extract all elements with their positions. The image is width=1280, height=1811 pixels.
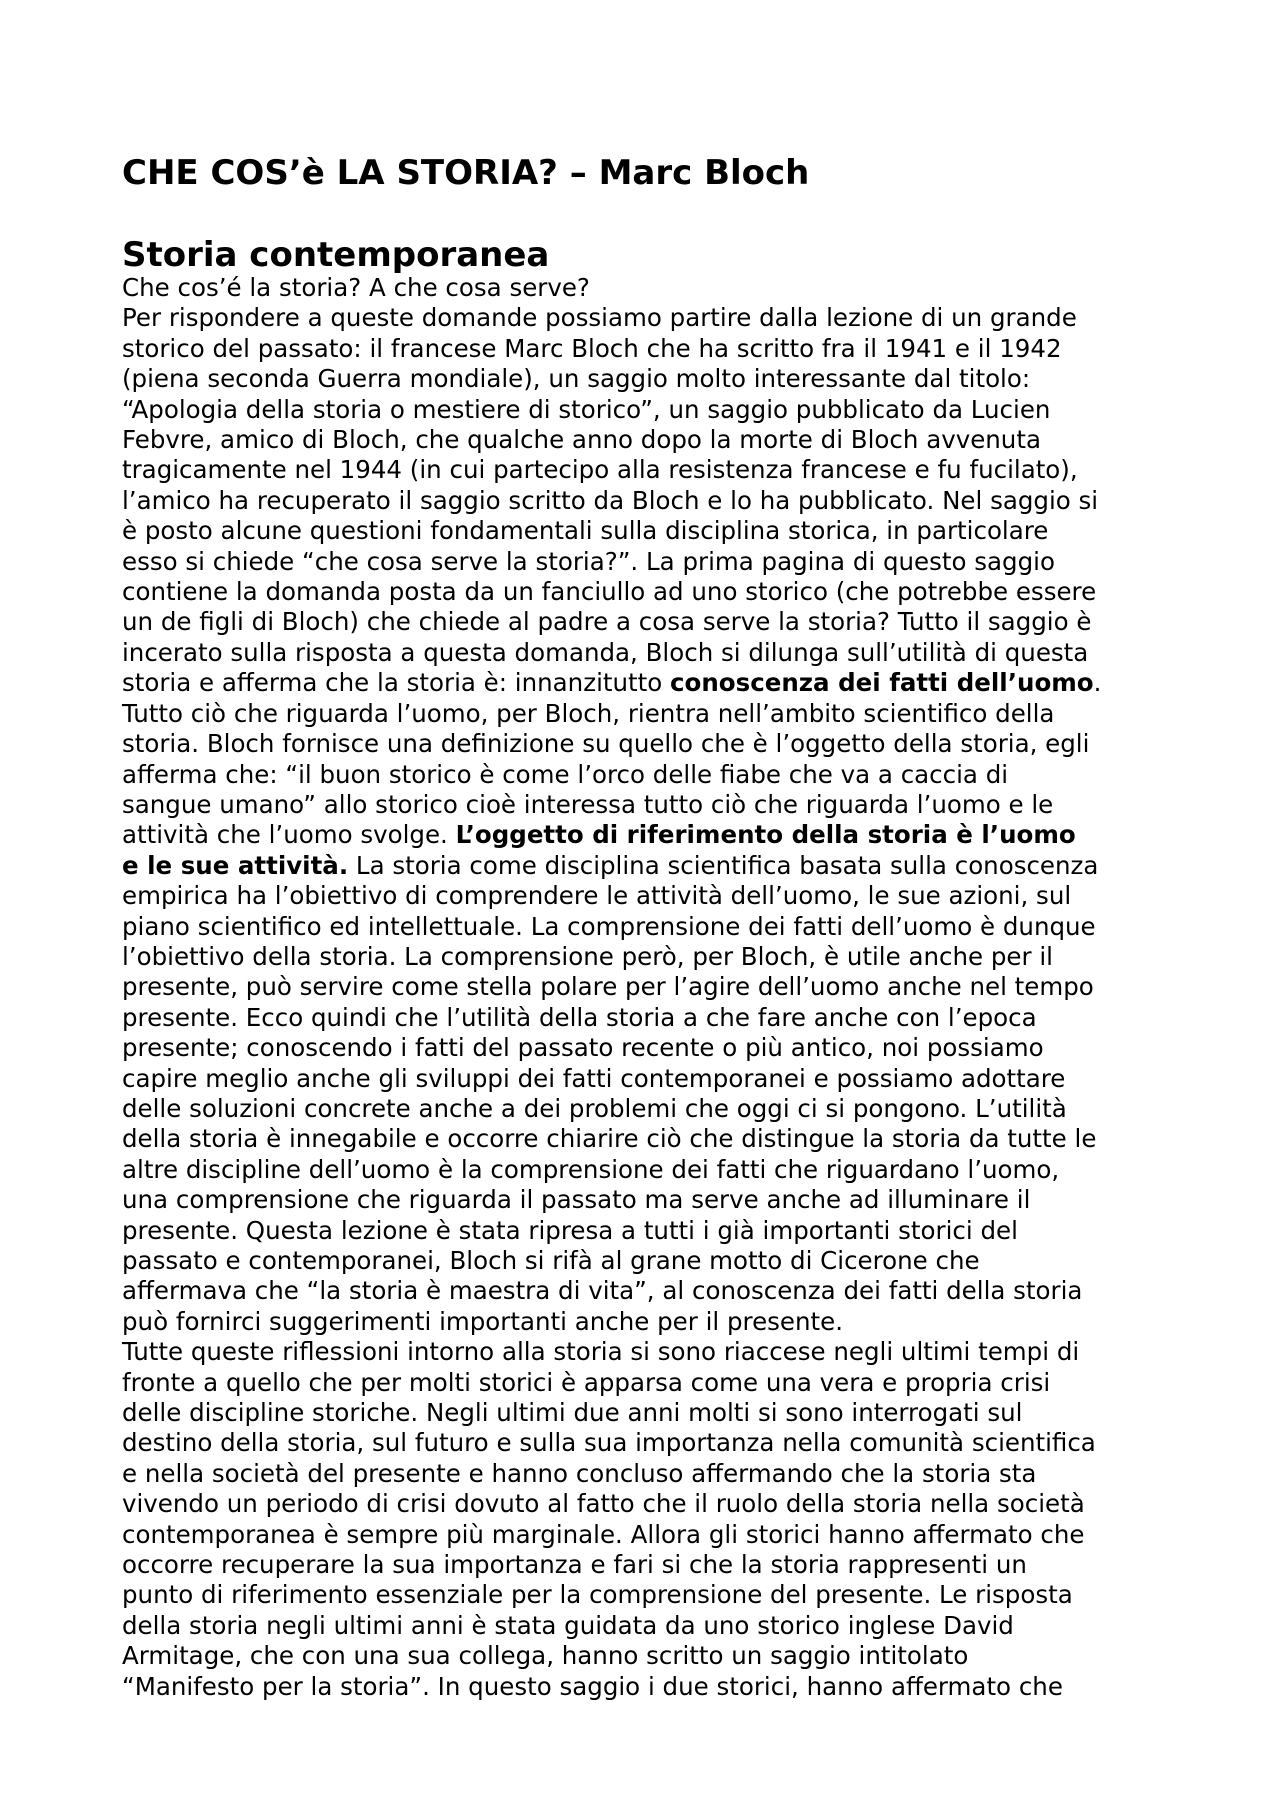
text-line <box>122 516 1182 546</box>
text-segment: contemporanea è sempre più marginale. Allora gli storici hanno affermato che <box>122 1519 1085 1549</box>
text-segment: una comprensione che riguarda il passato ma serve anche ad illuminare il <box>122 1185 1031 1215</box>
text-segment: tragicamente nel 1944 (in cui partecipo alla resistenza francese e fu fucilato), <box>122 455 1078 485</box>
text-segment: Per rispondere a queste domande possiamo partire dalla lezione di un grande <box>122 303 1077 333</box>
text-segment: Armitage, che con una sua collega, hanno scritto un saggio intitolato <box>122 1641 969 1671</box>
text-line <box>122 1276 1182 1306</box>
text-line <box>122 1641 1182 1671</box>
text-segment: (piena seconda Guerra mondiale), un saggio molto interessante dal titolo: <box>122 364 1031 394</box>
text-line <box>122 699 1182 729</box>
text-segment: capire meglio anche gli sviluppi dei fatti contemporanei e possiamo adottare <box>122 1063 1066 1093</box>
text-line <box>122 1459 1182 1489</box>
text-line <box>122 851 1182 881</box>
text-line <box>122 1033 1182 1063</box>
section-title: Storia contemporanea <box>122 235 550 275</box>
text-line <box>122 1064 1182 1094</box>
text-line <box>122 364 1182 394</box>
bold-text: L’oggetto di riferimento della storia è l’uomo <box>455 820 1076 850</box>
text-segment: altre discipline dell’uomo è la comprensione dei fatti che riguardano l’uomo, <box>122 1154 1060 1184</box>
text-segment: attività che l’uomo svolge. <box>122 820 456 850</box>
text-segment: presente; conoscendo i fatti del passato recente o più antico, noi possiamo <box>122 1033 1044 1063</box>
text-line <box>122 303 1182 333</box>
text-line <box>122 577 1182 607</box>
text-segment: incerato sulla risposta a questa domanda, Bloch si dilunga sull’utilità di questa <box>122 637 1089 667</box>
text-line <box>122 334 1182 364</box>
bold-text: e le sue attività. <box>122 850 349 880</box>
text-line <box>122 1368 1182 1398</box>
text-line <box>122 1337 1182 1367</box>
document-title: CHE COS’è LA STORIA? – Marc Bloch <box>122 153 810 193</box>
text-line <box>122 455 1182 485</box>
text-segment: presente, può servire come stella polare per l’agire dell’uomo anche nel tempo <box>122 972 1094 1002</box>
text-segment: afferma che: “il buon storico è come l’orco delle fiabe che va a caccia di <box>122 759 1009 789</box>
text-line <box>122 607 1182 637</box>
body-text <box>122 273 1182 1702</box>
text-line <box>122 1550 1182 1580</box>
text-segment: storia e afferma che la storia è: innanzitutto <box>122 668 670 698</box>
text-segment: destino della storia, sul futuro e sulla sua importanza nella comunità scientifica <box>122 1428 1096 1458</box>
text-segment: “Manifesto per la storia”. In questo saggio i due storici, hanno affermato che <box>122 1671 1063 1701</box>
text-segment: Che cos’é la storia? A che cosa serve? <box>122 273 590 302</box>
text-line <box>122 547 1182 577</box>
text-segment: storia. Bloch fornisce una definizione su quello che è l’oggetto della storia, egli <box>122 729 1090 759</box>
text-line <box>122 486 1182 516</box>
bold-text: conoscenza dei fatti dell’uomo <box>670 668 1094 698</box>
text-line <box>122 425 1182 455</box>
text-line <box>122 395 1182 425</box>
text-line <box>122 668 1182 698</box>
text-segment: piano scientifico ed intellettuale. La comprensione dei fatti dell’uomo è dunque <box>122 911 1096 941</box>
text-line <box>122 1185 1182 1215</box>
text-segment: storico del passato: il francese Marc Bloch che ha scritto fra il 1941 e il 1942 <box>122 333 1062 363</box>
text-segment: sangue umano” allo storico cioè interessa tutto ciò che riguarda l’uomo e le <box>122 789 1054 819</box>
text-segment: l’amico ha recuperato il saggio scritto da Bloch e lo ha pubblicato. Nel saggio si <box>122 485 1099 515</box>
text-segment: . <box>1093 668 1102 698</box>
text-segment: delle discipline storiche. Negli ultimi due anni molti si sono interrogati sul <box>122 1398 1023 1428</box>
text-line <box>122 1216 1182 1246</box>
text-segment: delle soluzioni concrete anche a dei problemi che oggi ci si pongono. L’utilità <box>122 1093 1067 1123</box>
text-line <box>122 1489 1182 1519</box>
text-segment: Tutto ciò che riguarda l’uomo, per Bloch, rientra nell’ambito scientifico della <box>122 698 1055 728</box>
text-segment: e nella società del presente e hanno concluso affermando che la storia sta <box>122 1458 1037 1488</box>
text-segment: affermava che “la storia è maestra di vita”, al conoscenza dei fatti della storia <box>122 1276 1083 1306</box>
text-line <box>122 638 1182 668</box>
text-line <box>122 1155 1182 1185</box>
text-line <box>122 1428 1182 1458</box>
text-line <box>122 273 1182 303</box>
text-line <box>122 1672 1182 1702</box>
text-segment: può fornirci suggerimenti importanti anche per il presente. <box>122 1306 843 1336</box>
text-segment: esso si chiede “che cosa serve la storia?”. La prima pagina di questo saggio <box>122 546 1055 576</box>
text-segment: passato e contemporanei, Bloch si rifà al grane motto di Cicerone che <box>122 1246 980 1275</box>
text-line <box>122 760 1182 790</box>
text-line <box>122 1246 1182 1276</box>
text-segment: presente. Ecco quindi che l’utilità della storia a che fare anche con l’epoca <box>122 1002 1037 1032</box>
text-segment: contiene la domanda posta da un fanciullo ad uno storico (che potrebbe essere <box>122 577 1097 607</box>
text-line <box>122 1094 1182 1124</box>
text-segment: “Apologia della storia o mestiere di storico”, un saggio pubblicato da Lucien <box>122 394 1051 424</box>
text-segment: vivendo un periodo di crisi dovuto al fatto che il ruolo della storia nella società <box>122 1489 1085 1519</box>
text-line <box>122 1580 1182 1610</box>
text-segment: empirica ha l’obiettivo di comprendere le attività dell’uomo, le sue azioni, sul <box>122 881 1072 911</box>
text-segment: fronte a quello che per molti storici è apparsa come una vera e propria crisi <box>122 1367 1051 1397</box>
text-segment: è posto alcune questioni fondamentali sulla disciplina storica, in particolare <box>122 516 1049 546</box>
text-segment: Tutte queste riflessioni intorno alla storia si sono riaccese negli ultimi tempi di <box>122 1337 1080 1367</box>
text-line <box>122 790 1182 820</box>
text-segment: La storia come disciplina scientifica basata sulla conoscenza <box>348 850 1099 880</box>
text-line <box>122 972 1182 1002</box>
text-segment: occorre recuperare la sua importanza e fari si che la storia rappresenti un <box>122 1550 1027 1580</box>
text-line <box>122 1124 1182 1154</box>
text-line <box>122 1520 1182 1550</box>
text-line <box>122 881 1182 911</box>
text-line <box>122 942 1182 972</box>
text-segment: punto di riferimento essenziale per la comprensione del presente. Le risposta <box>122 1580 1073 1610</box>
text-segment: un de figli di Bloch) che chiede al padre a cosa serve la storia? Tutto il saggio è <box>122 607 1092 637</box>
text-segment: l’obiettivo della storia. La comprensione però, per Bloch, è utile anche per il <box>122 941 1053 971</box>
text-segment: della storia è innegabile e occorre chiarire ciò che distingue la storia da tutte le <box>122 1124 1097 1154</box>
text-line <box>122 1003 1182 1033</box>
text-line <box>122 1307 1182 1337</box>
text-segment: presente. Questa lezione è stata ripresa a tutti i già importanti storici del <box>122 1215 1018 1245</box>
text-line <box>122 820 1182 850</box>
text-line <box>122 1398 1182 1428</box>
text-line <box>122 1611 1182 1641</box>
text-segment: della storia negli ultimi anni è stata guidata da uno storico inglese David <box>122 1610 1014 1640</box>
text-line <box>122 729 1182 759</box>
text-line <box>122 912 1182 942</box>
text-segment: Febvre, amico di Bloch, che qualche anno dopo la morte di Bloch avvenuta <box>122 425 1041 455</box>
